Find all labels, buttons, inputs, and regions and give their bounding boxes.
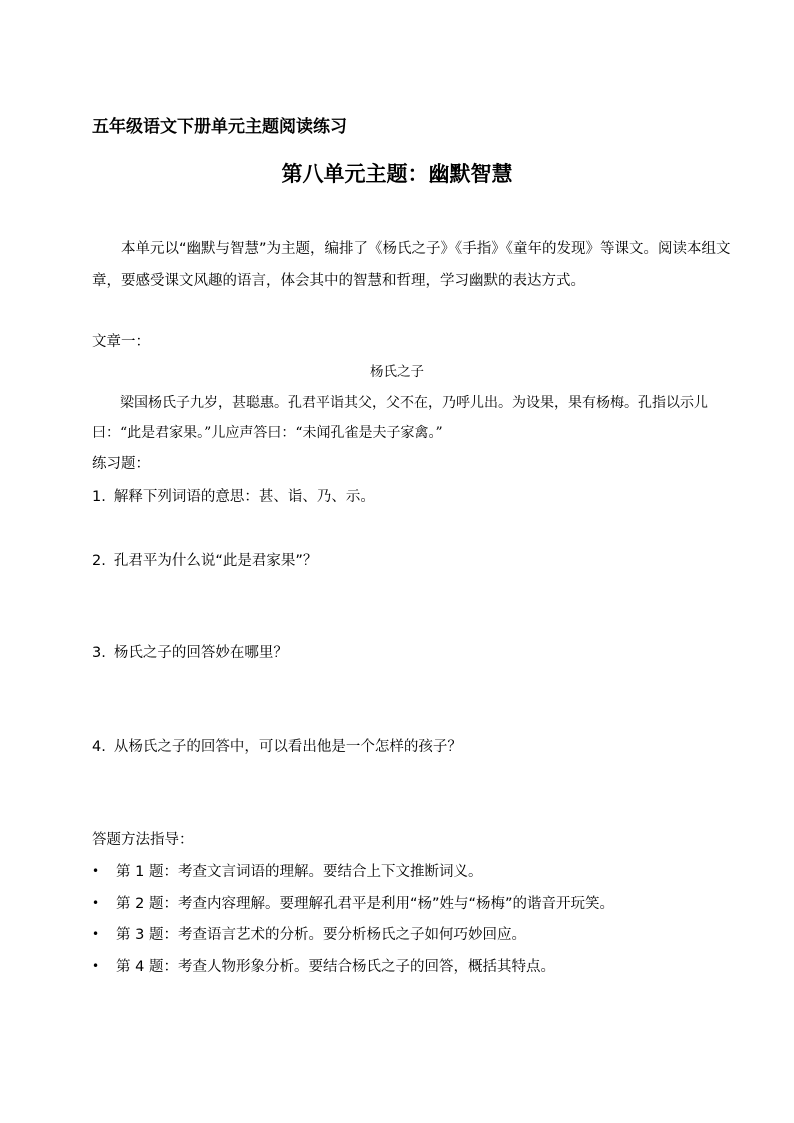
- bullet-icon: •: [92, 959, 100, 973]
- guide-tip-3: [92, 923, 526, 944]
- tip-text: 第 4 题：考查人物形象分析。要结合杨氏之子的回答，概括其特点。: [116, 959, 555, 975]
- question-4: [92, 735, 462, 756]
- question-text: 杨氏之子的回答妙在哪里？: [113, 645, 288, 661]
- bullet-icon: •: [92, 896, 100, 910]
- series-title: 五年级语文下册单元主题阅读练习: [92, 117, 347, 137]
- question-text: 解释下列词语的意思：甚、诣、乃、示。: [113, 489, 375, 505]
- intro-paragraph: 本单元以“幽默与智慧”为主题，编排了《杨氏之子》《手指》《童年的发现》等课文。阅读本组文章，要感受课文风趣的语言，体会其中的智慧和哲理，学习幽默的表达方式。: [92, 241, 731, 289]
- question-1: [92, 485, 375, 506]
- tip-text: 第 2 题：考查内容理解。要理解孔君平是利用“杨”姓与“杨梅”的谐音开玩笑。: [116, 896, 614, 912]
- passage-title: 杨氏之子: [370, 364, 424, 380]
- question-number: 3.: [92, 645, 106, 661]
- guide-tip-2: [92, 892, 614, 913]
- question-2: [92, 549, 317, 570]
- guide-tip-4: [92, 955, 555, 976]
- question-text: 孔君平为什么说“此是君家果”？: [113, 553, 318, 569]
- question-number: 1.: [92, 489, 106, 505]
- exercises-label: 练习题：: [92, 456, 150, 472]
- question-number: 4.: [92, 739, 106, 755]
- guide-label: 答题方法指导：: [92, 832, 194, 848]
- passage-text: 梁国杨氏子九岁，甚聪惠。孔君平诣其父，父不在，乃呼儿出。为设果，果有杨梅。孔指以示儿曰：“此是君家果。”儿应声答曰：“未闻孔雀是夫子家禽。”: [92, 395, 708, 441]
- question-3: [92, 641, 288, 662]
- article-label: 文章一：: [92, 334, 150, 350]
- guide-tip-1: [92, 860, 482, 881]
- question-text: 从杨氏之子的回答中，可以看出他是一个怎样的孩子？: [113, 739, 462, 755]
- question-number: 2.: [92, 553, 106, 569]
- bullet-icon: •: [92, 864, 100, 878]
- tip-text: 第 1 题：考查文言词语的理解。要结合上下文推断词义。: [116, 864, 483, 880]
- unit-title: 第八单元主题：幽默智慧: [281, 161, 513, 186]
- tip-text: 第 3 题：考查语言艺术的分析。要分析杨氏之子如何巧妙回应。: [116, 927, 526, 943]
- bullet-icon: •: [92, 927, 100, 941]
